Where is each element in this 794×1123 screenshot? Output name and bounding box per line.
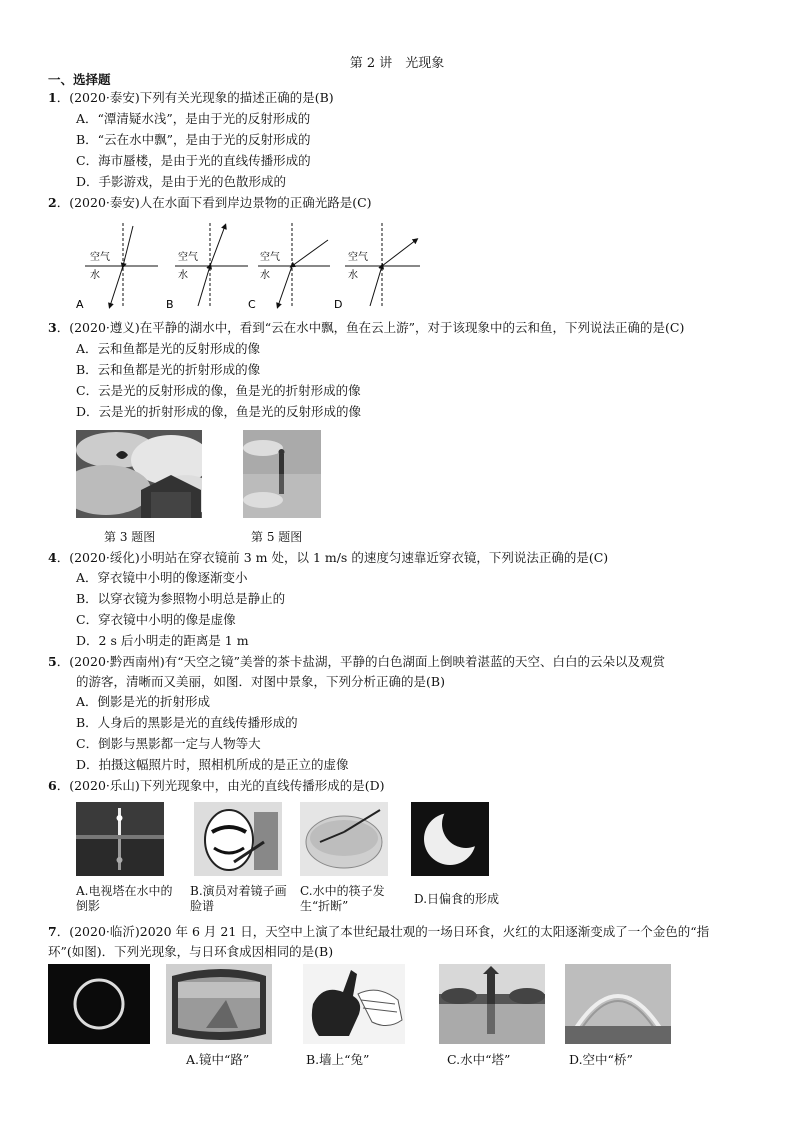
- light-path-diagrams: [70, 218, 430, 313]
- question-number: 4: [48, 550, 57, 565]
- diagram-label: D: [334, 298, 343, 311]
- question-1-stem: [48, 88, 334, 108]
- q3-option-c: C．云是光的反射形成的像，鱼是光的折射形成的像: [76, 383, 361, 398]
- question-number: 7: [48, 924, 57, 939]
- q4-option-a: A．穿衣镜中小明的像逐渐变小: [76, 570, 248, 585]
- q4-option-b: B．以穿衣镜为参照物小明总是静止的: [76, 591, 286, 606]
- water-label: 水: [260, 270, 270, 281]
- water-label: 水: [178, 270, 188, 281]
- question-text: ．(2020·泰安)人在水面下看到岸边景物的正确光路是(C): [56, 195, 372, 210]
- q6-caption-a: A.电视塔在水中的倒影: [76, 884, 173, 913]
- chopsticks-water-photo: [300, 802, 388, 876]
- q3-option-d: D．云是光的折射形成的像，鱼是光的反射形成的像: [76, 404, 362, 419]
- q7-caption-a: A.镜中“路”: [186, 1052, 250, 1067]
- question-text: ．(2020·乐山)下列光现象中，由光的直线传播形成的是(D): [56, 778, 385, 793]
- diagram-label: C: [248, 298, 256, 311]
- question-5-stem: [48, 652, 665, 672]
- question-text: ．(2020·临沂)2020 年 6 月 21 日，天空中上演了本世纪最壮观的一场日环食，火红的太阳逐渐变成了一个金色的“指: [56, 924, 710, 939]
- question-7-stem: [48, 922, 709, 942]
- actor-mirror-photo: [194, 802, 282, 876]
- diagram-label: A: [76, 298, 84, 311]
- question-6-stem: [48, 776, 385, 796]
- q3-option-b: B．云和鱼都是光的折射形成的像: [76, 362, 261, 377]
- air-label: 空气: [90, 252, 110, 263]
- water-label: 水: [90, 270, 100, 281]
- clouds-fish-photo: [76, 430, 202, 518]
- q6-caption-d: D.日偏食的形成: [414, 892, 500, 906]
- question-text: ．(2020·黔西南州)有“天空之镜”美誉的茶卡盐湖，平静的白色湖面上倒映着湛蓝的天空、白白的云朵以及观赏: [56, 654, 666, 669]
- diagram-b: [166, 223, 248, 311]
- question-5-stem-cont: 的游客，清晰而又美丽，如图．对图中景象，下列分析正确的是(B): [76, 674, 445, 689]
- q4-option-d: D．2 s 后小明走的距离是 1 m: [76, 633, 249, 648]
- air-label: 空气: [348, 252, 368, 263]
- q3-option-a: A．云和鱼都是光的反射形成的像: [76, 341, 261, 356]
- question-7-stem-cont: 环”(如图)．下列光现象，与日环食成因相同的是(B): [48, 944, 334, 959]
- q1-option-c: C．海市蜃楼，是由于光的直线传播形成的: [76, 153, 311, 168]
- figure-3-caption: 第 3 题图: [104, 530, 156, 544]
- figure-5-caption: 第 5 题图: [251, 530, 303, 544]
- question-text: ．(2020·遵义)在平静的湖水中，看到“云在水中飘，鱼在云上游”，对于该现象中的云和鱼，下列说法正确的是(C): [56, 320, 685, 335]
- car-mirror-photo: [166, 964, 272, 1044]
- hand-shadow-rabbit-photo: [303, 964, 405, 1044]
- diagram-d: [334, 223, 420, 311]
- q5-option-b: B．人身后的黑影是光的直线传播形成的: [76, 715, 298, 730]
- question-number: 6: [48, 778, 57, 793]
- question-3-stem: [48, 318, 684, 338]
- question-number: 2: [48, 195, 57, 210]
- question-text: ．(2020·绥化)小明站在穿衣镜前 3 m 处，以 1 m/s 的速度匀速靠近穿衣镜，下列说法正确的是(C): [56, 550, 609, 565]
- q7-caption-b: B.墙上“兔”: [306, 1052, 370, 1067]
- q1-option-b: B．“云在水中飘”，是由于光的反射形成的: [76, 132, 311, 147]
- q5-option-a: A．倒影是光的折射形成: [76, 694, 211, 709]
- question-number: 1: [48, 90, 57, 105]
- tv-tower-reflection-photo: [76, 802, 164, 876]
- salt-lake-mirror-photo: [243, 430, 321, 518]
- q5-option-d: D．拍摄这幅照片时，照相机所成的是正立的虚像: [76, 757, 349, 772]
- diagram-a: [76, 223, 158, 311]
- water-label: 水: [348, 270, 358, 281]
- rainbow-photo: [565, 964, 671, 1044]
- q5-option-c: C．倒影与黑影都一定与人物等大: [76, 736, 261, 751]
- q6-caption-b: B.演员对着镜子画脸谱: [190, 884, 287, 913]
- annular-eclipse-photo: [48, 964, 150, 1044]
- question-number: 3: [48, 320, 57, 335]
- question-text: ．(2020·泰安)下列有关光现象的描述正确的是(B): [56, 90, 334, 105]
- q6-caption-c: C.水中的筷子发生“折断”: [300, 884, 385, 913]
- page-title: 第 2 讲 光现象: [349, 56, 445, 71]
- question-2-stem: [48, 193, 372, 213]
- q1-option-a: A．“潭清疑水浅”，是由于光的反射形成的: [76, 111, 311, 126]
- diagram-label: B: [166, 298, 174, 311]
- question-4-stem: [48, 548, 608, 568]
- pagoda-water-photo: [439, 964, 545, 1044]
- diagram-c: [248, 223, 330, 311]
- q4-option-c: C．穿衣镜中小明的像是虚像: [76, 612, 236, 627]
- air-label: 空气: [260, 252, 280, 263]
- q7-caption-d: D.空中“桥”: [569, 1052, 633, 1067]
- q7-caption-c: C.水中“塔”: [447, 1052, 511, 1067]
- partial-eclipse-photo: [411, 802, 489, 876]
- question-number: 5: [48, 654, 57, 669]
- air-label: 空气: [178, 252, 198, 263]
- section-heading: 一、选择题: [48, 72, 111, 87]
- q1-option-d: D．手影游戏，是由于光的色散形成的: [76, 174, 287, 189]
